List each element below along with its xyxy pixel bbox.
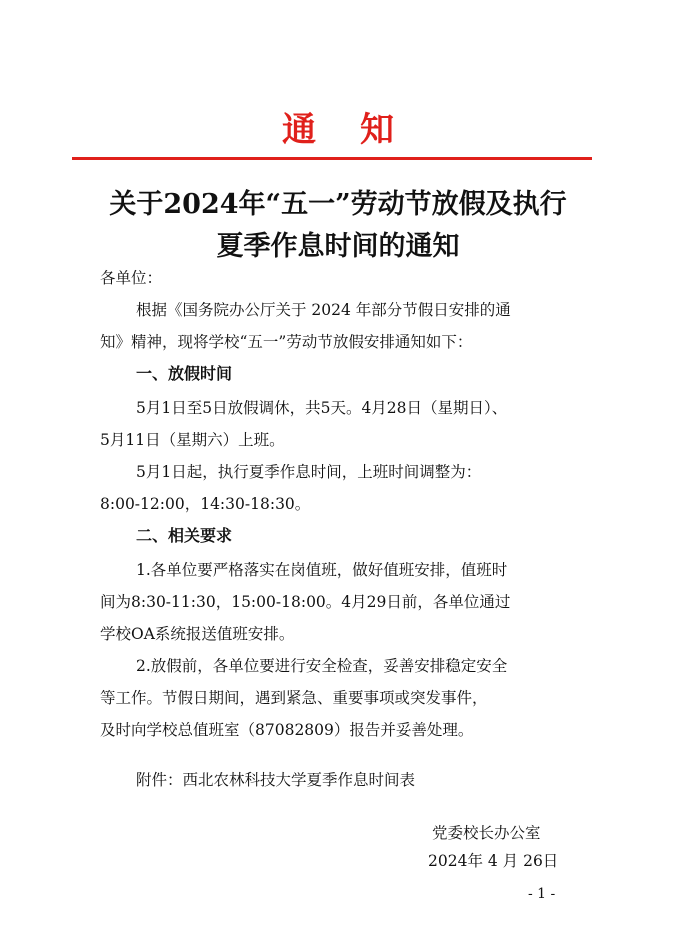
section1-para2-line1: 5月1日起，执行夏季作息时间，上班时间调整为： xyxy=(136,463,482,481)
page-number: - 1 - xyxy=(528,886,556,902)
signature-date: 2024年 4 月 26日 xyxy=(428,852,559,870)
signature-office: 党委校长办公室 xyxy=(432,824,541,842)
salutation: 各单位： xyxy=(100,269,163,287)
section2-heading: 二、相关要求 xyxy=(136,526,233,545)
intro-line-2: 知》精神，现将学校“五一”劳动节放假安排通知如下： xyxy=(100,333,473,351)
document-title xyxy=(60,184,616,268)
section2-para2-line1: 2.放假前，各单位要进行安全检查，妥善安排稳定安全 xyxy=(136,657,508,675)
section2-para1-line2: 间为8:30-11:30，15:00-18:00。4月29日前，各单位通过 xyxy=(100,593,511,611)
document-title-line2: 夏季作息时间的通知 xyxy=(216,231,460,262)
section1-para2-line2: 8:00-12:00，14:30-18:30。 xyxy=(100,495,311,513)
section1-heading: 一、放假时间 xyxy=(136,364,233,383)
attachment-note: 附件：西北农林科技大学夏季作息时间表 xyxy=(136,771,416,789)
section2-para2-line2: 等工作。节假日期间，遇到紧急、重要事项或突发事件， xyxy=(100,689,488,707)
header-red-rule xyxy=(72,157,592,160)
section1-para1-line1: 5月1日至5日放假调休，共5天。4月28日（星期日）、 xyxy=(136,399,508,417)
section1-para1-line2: 5月11日（星期六）上班。 xyxy=(100,431,285,449)
notice-header-title: 通知 xyxy=(282,110,438,150)
document-title-line1: 关于2024年“五一”劳动节放假及执行 xyxy=(109,189,567,220)
section2-para1-line3: 学校OA系统报送值班安排。 xyxy=(100,625,295,643)
intro-line-1: 根据《国务院办公厅关于 2024 年部分节假日安排的通 xyxy=(136,301,511,319)
section2-para2-line3: 及时向学校总值班室（87082809）报告并妥善处理。 xyxy=(100,721,474,739)
section2-para1-line1: 1.各单位要严格落实在岗值班，做好值班安排，值班时 xyxy=(136,561,508,579)
